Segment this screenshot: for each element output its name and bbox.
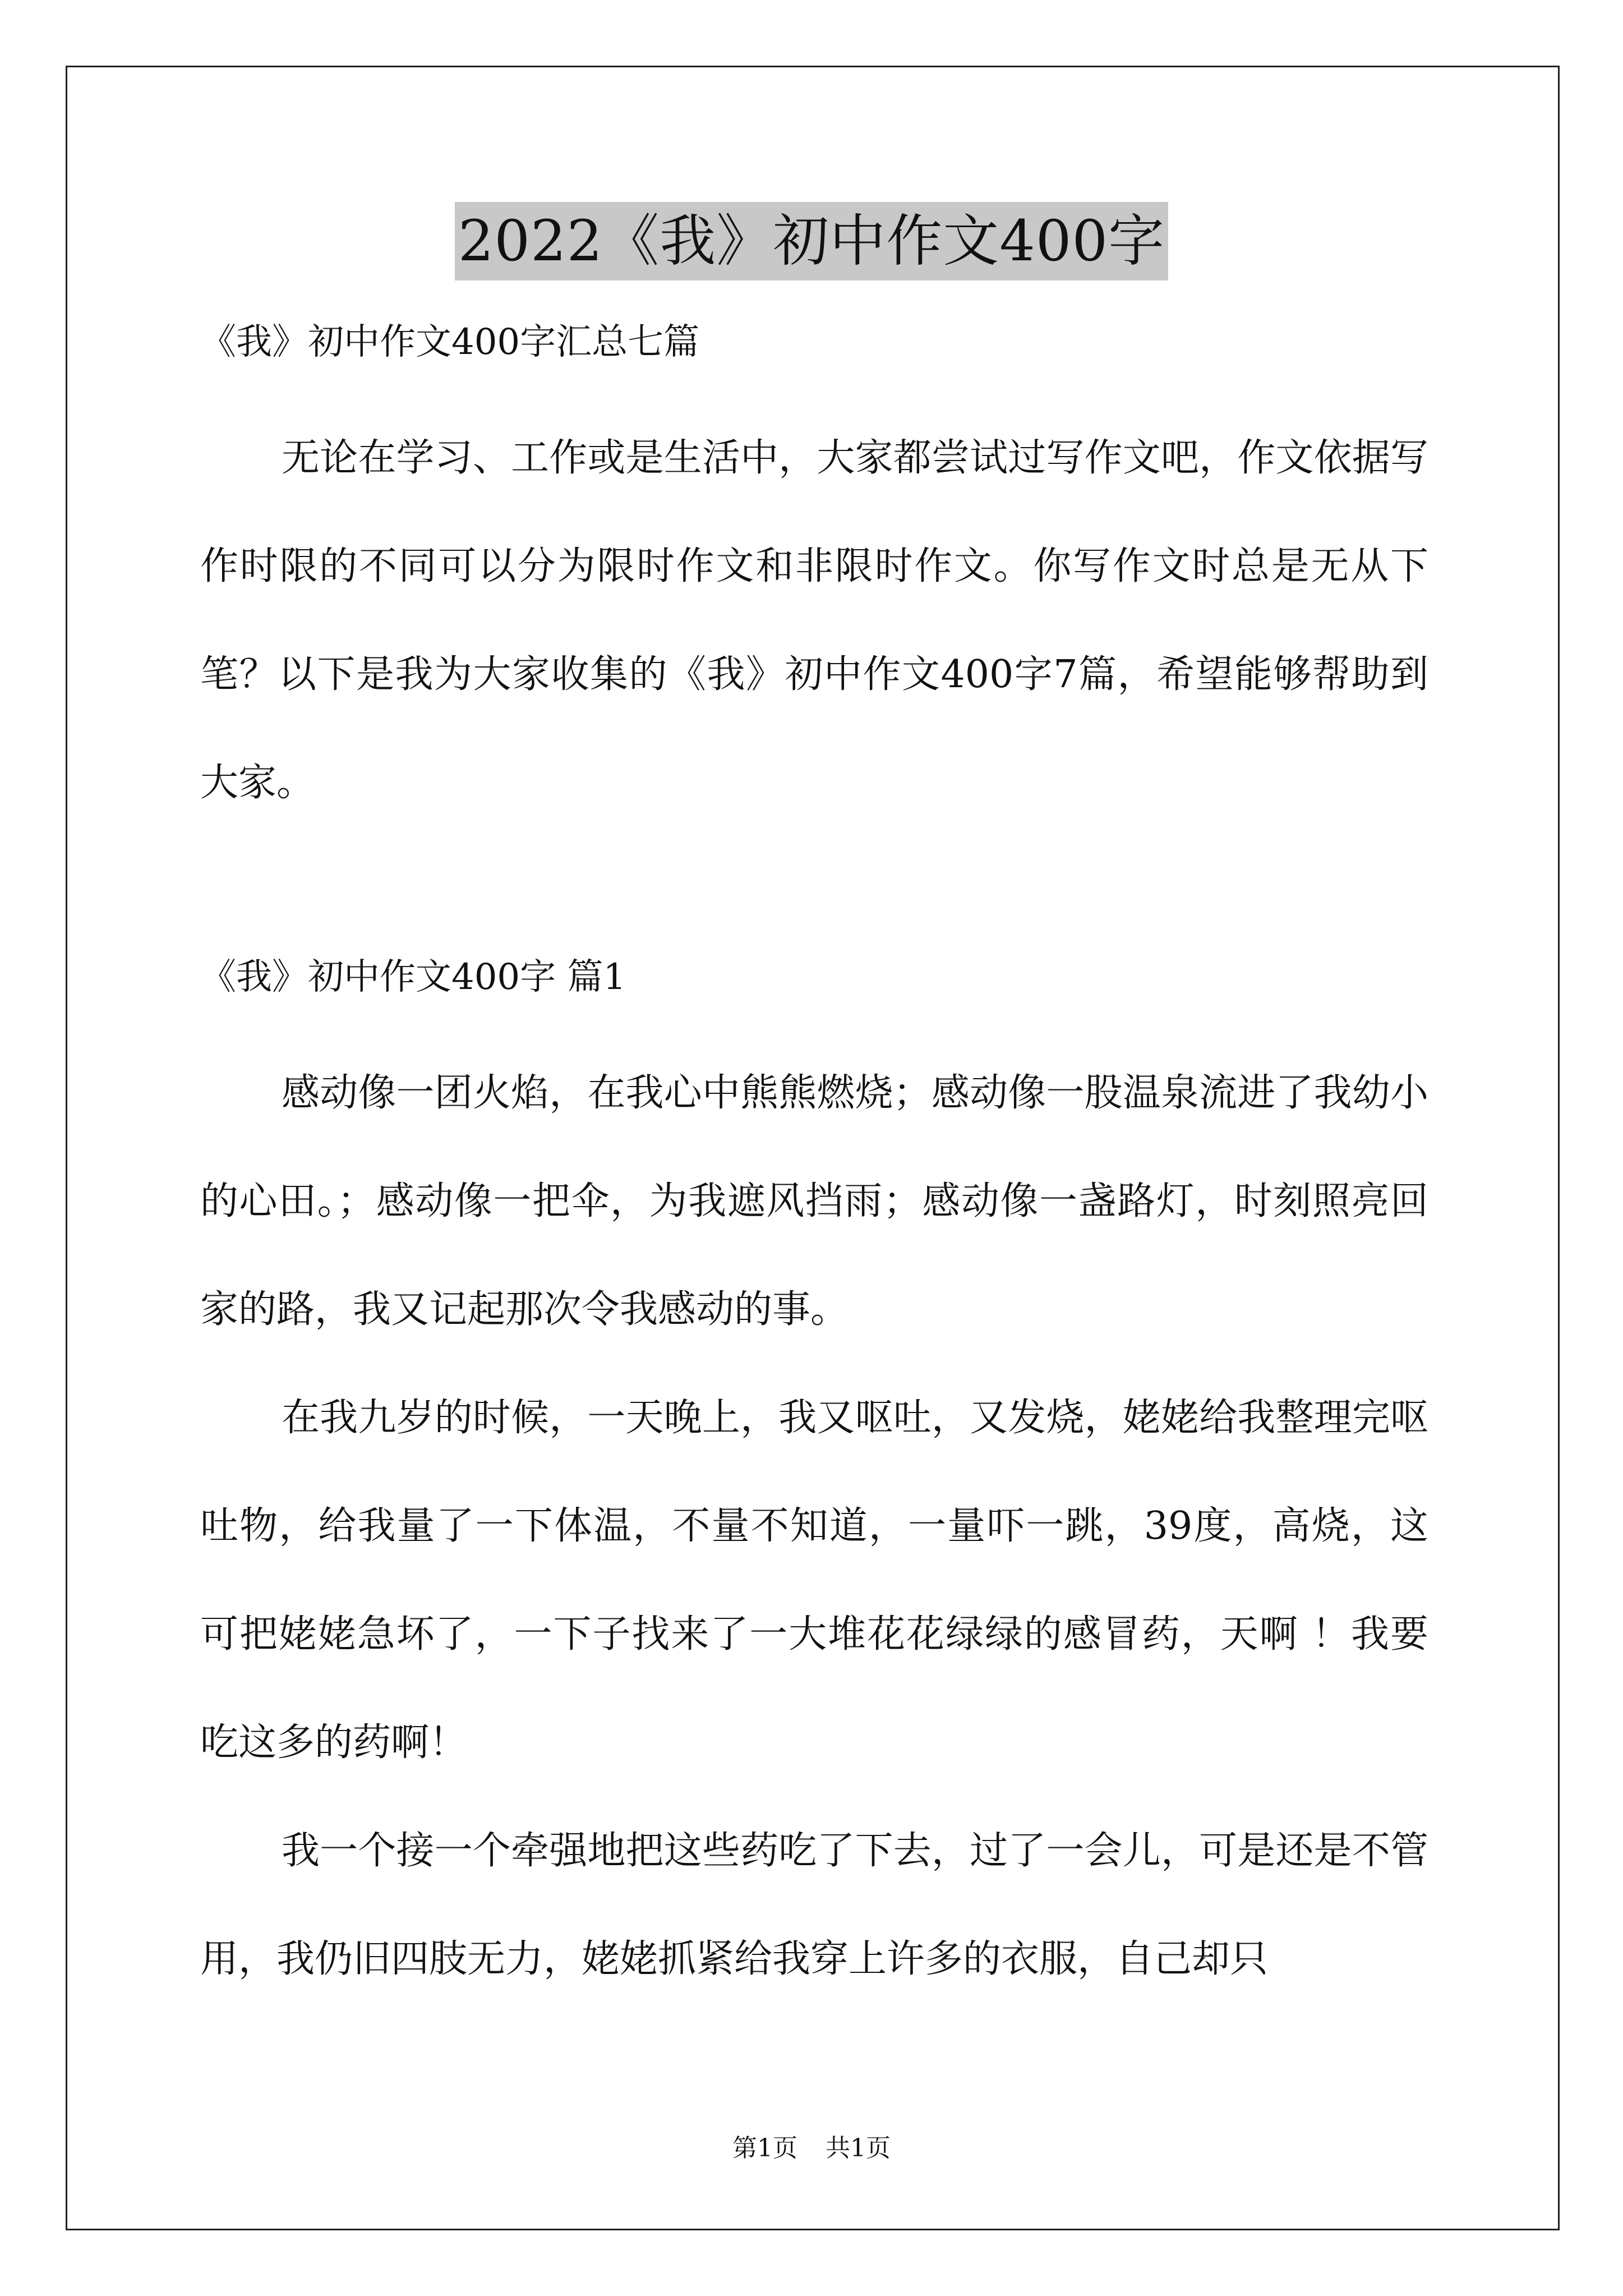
intro-paragraph: 无论在学习、工作或是生活中，大家都尝试过写作文吧，作文依据写作时限的不同可以分为限时作文和非限时作文。你写作文时总是无从下笔？以下是我为大家收集的《我》初中作文400字7篇，希望能够帮助到大家。	[200, 436, 1428, 805]
spacer	[200, 1005, 1428, 1039]
document-title: 2022《我》初中作文400字	[455, 202, 1168, 280]
section-heading: 《我》初中作文400字 篇1	[200, 956, 626, 998]
document-body	[200, 314, 1428, 2013]
body-paragraph: 我一个接一个牵强地把这些药吃了下去，过了一会儿，可是还是不管用，我仍旧四肢无力，姥姥抓紧给我穿上许多的衣服，自己却只	[200, 1829, 1428, 1981]
spacer	[200, 370, 1428, 404]
page-number: 第1页	[732, 2134, 797, 2162]
spacer	[200, 837, 1428, 949]
body-paragraph: 在我九岁的时候，一天晚上，我又呕吐，又发烧，姥姥给我整理完呕吐物，给我量了一下体温，不量不知道，一量吓一跳，39度，高烧，这可把姥姥急坏了，一下子找来了一大堆花花绿绿的感冒药，天啊 ！我要吃这多的药啊！	[200, 1396, 1428, 1765]
body-paragraph: 感动像一团火焰，在我心中熊熊燃烧；感动像一股温泉流进了我幼小的心田。；感动像一把伞，为我遮风挡雨；感动像一盏路灯，时刻照亮回家的路，我又记起那次令我感动的事。	[200, 1071, 1428, 1332]
page-footer	[0, 2132, 1623, 2165]
title-container	[0, 202, 1623, 280]
collection-subtitle: 《我》初中作文400字汇总七篇	[200, 321, 700, 363]
page-total: 共1页	[826, 2134, 891, 2162]
